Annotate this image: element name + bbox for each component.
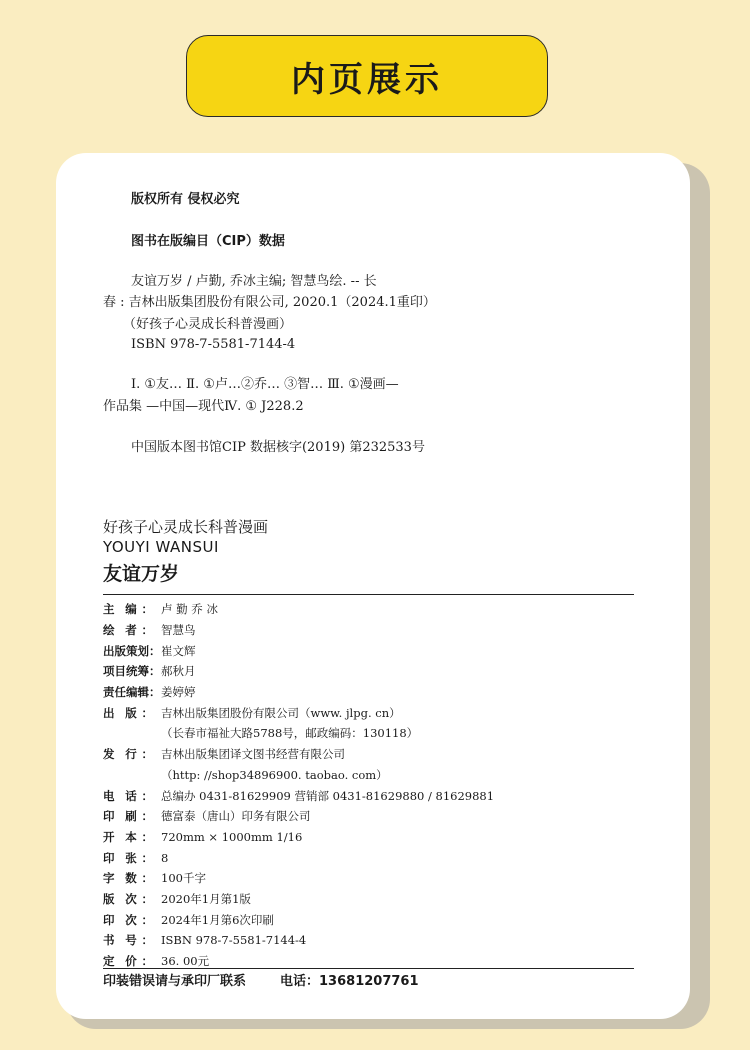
credit-label: 字 数 ： xyxy=(103,871,153,886)
credit-value: 德富泰（唐山）印务有限公司 xyxy=(161,809,311,824)
credit-value: 总编办 0431-81629909 营销部 0431-81629880 / 81629881 xyxy=(161,788,495,803)
credit-label: 版 次 ： xyxy=(103,891,153,906)
credit-value: （长春市福祉大路5788号，邮政编码：130118） xyxy=(161,726,419,741)
credit-value: 100千字 xyxy=(161,871,206,886)
credit-value: 吉林出版集团股份有限公司（www. jlpg. cn） xyxy=(161,705,401,720)
credit-label: 书 号 ： xyxy=(103,933,153,948)
copyright-page-card xyxy=(56,153,690,1019)
credit-row xyxy=(103,640,634,661)
book-pinyin: YOUYI WANSUI xyxy=(103,538,219,556)
credit-label: 主 编 ： xyxy=(103,602,153,617)
credit-row xyxy=(103,682,634,703)
credit-row xyxy=(103,847,634,868)
credit-row xyxy=(103,930,634,951)
credit-value: 卢 勤 乔 冰 xyxy=(161,602,218,617)
credit-label: 电 话 ： xyxy=(103,788,153,803)
credit-value: ISBN 978-7-5581-7144-4 xyxy=(161,933,307,948)
credit-row xyxy=(103,827,634,848)
classification-line-1: Ⅰ. ①友… Ⅱ. ①卢…②乔… ③智… Ⅲ. ①漫画— xyxy=(131,377,399,392)
credit-label: 印 张 ： xyxy=(103,850,153,865)
credit-row xyxy=(103,806,634,827)
credit-value: 郝秋月 xyxy=(161,664,196,679)
credit-row xyxy=(103,599,634,620)
credit-row xyxy=(103,744,634,765)
credit-value: 吉林出版集团译文图书经营有限公司 xyxy=(161,747,345,762)
top-divider xyxy=(103,594,634,595)
credit-row xyxy=(103,785,634,806)
printer-notice xyxy=(103,970,453,989)
credit-value: 8 xyxy=(161,850,169,865)
credit-label: 项目统筹： xyxy=(103,664,161,679)
bottom-divider xyxy=(103,968,634,969)
credit-value: 2020年1月第1版 xyxy=(161,891,251,906)
credit-row xyxy=(103,620,634,641)
credit-label: 定 价 ： xyxy=(103,954,153,969)
banner-title: 内页展示 xyxy=(291,59,443,100)
credit-value: 2024年1月第6次印刷 xyxy=(161,912,274,927)
credit-value: 智慧鸟 xyxy=(161,623,196,638)
series-title: 好孩子心灵成长科普漫画 xyxy=(103,518,269,536)
notice-phone: 电话：13681207761 xyxy=(280,974,419,989)
credit-value: 姜婷婷 xyxy=(161,685,196,700)
credit-label: 出版策划： xyxy=(103,643,161,658)
section-banner xyxy=(186,35,548,117)
credit-label: 责任编辑： xyxy=(103,685,161,700)
credit-value: （http: //shop34896900. taobao. com） xyxy=(161,767,388,782)
credits-list xyxy=(103,599,634,971)
credit-label: 发 行 ： xyxy=(103,747,153,762)
credit-value: 36. 00元 xyxy=(161,954,210,969)
cip-line-2: 春 : 吉林出版集团股份有限公司, 2020.1（2024.1重印） xyxy=(103,295,436,310)
credit-row xyxy=(103,909,634,930)
credit-label: 印 刷 ： xyxy=(103,809,153,824)
notice-text: 印装错误请与承印厂联系 xyxy=(103,974,247,989)
credit-label: 开 本 ： xyxy=(103,829,153,844)
credit-row xyxy=(103,723,634,744)
credit-row xyxy=(103,889,634,910)
credit-row xyxy=(103,765,634,786)
credit-label: 印 次 ： xyxy=(103,912,153,927)
credit-label: 出 版 ： xyxy=(103,705,153,720)
cip-isbn: ISBN 978-7-5581-7144-4 xyxy=(131,337,296,352)
cip-record: 中国版本图书馆CIP 数据核字(2019) 第232533号 xyxy=(131,440,425,455)
cip-heading: 图书在版编目（CIP）数据 xyxy=(131,234,285,249)
classification-line-2: 作品集 —中国—现代Ⅳ. ① J228.2 xyxy=(103,399,304,414)
book-title: 友谊万岁 xyxy=(103,563,180,585)
credit-value: 720mm × 1000mm 1/16 xyxy=(161,829,303,844)
credit-row xyxy=(103,702,634,723)
credit-value: 崔文辉 xyxy=(161,643,196,658)
credit-label: 绘 者 ： xyxy=(103,623,153,638)
credit-row xyxy=(103,661,634,682)
rights-notice: 版权所有 侵权必究 xyxy=(131,192,240,207)
credit-row xyxy=(103,868,634,889)
cip-line-1: 友谊万岁 / 卢勤, 乔冰主编; 智慧鸟绘. -- 长 xyxy=(131,274,377,289)
cip-line-3: （好孩子心灵成长科普漫画） xyxy=(123,317,293,332)
